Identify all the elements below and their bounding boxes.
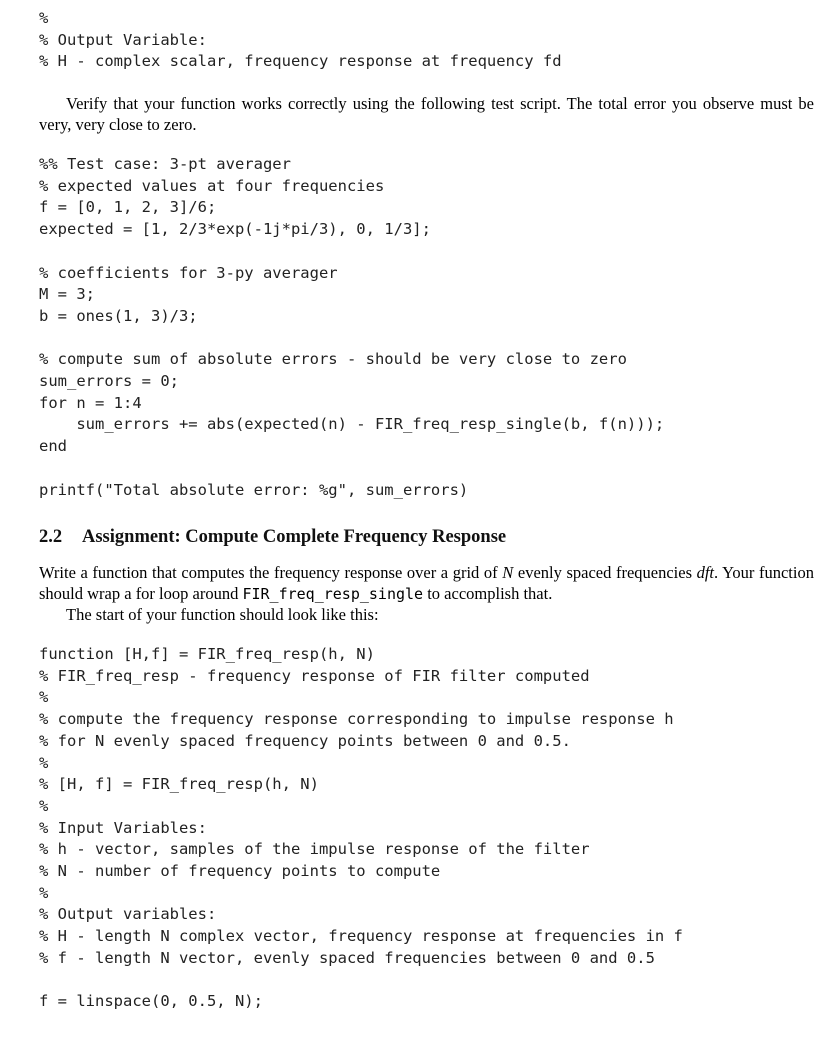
code-line: % [39,883,49,902]
code-line: % [39,796,49,815]
code-line: M = 3; [39,285,95,304]
write-paragraph [39,562,814,605]
code-line: % Output variables: [39,905,217,924]
write-text-3: . Your function should wrap a for loop around [39,563,814,603]
code-line: f = linspace(0, 0.5, N); [39,992,263,1011]
code-line: % for N evenly spaced frequency points between 0 and 0.5. [39,731,571,750]
var-n: N [502,563,514,582]
code-line: end [39,437,67,456]
code-line: % FIR_freq_resp - frequency response of FIR filter computed [39,666,590,685]
code-line: sum_errors += abs(expected(n) - FIR_freq_resp_single(b, f(n))); [39,415,665,434]
code-line [39,458,664,480]
code-line: % Output Variable: [39,30,207,49]
section-title: Assignment: Compute Complete Frequency Response [82,527,507,547]
code-line: % expected values at four frequencies [39,176,385,195]
verify-paragraph: Verify that your function works correctly using the following test script. The total error you observe must be very, very close to zero. [39,94,814,134]
code-line: % H - length N complex vector, frequency response at frequencies in f [39,927,683,946]
code-line: sum_errors = 0; [39,372,179,391]
code-line: % [39,688,49,707]
code-block-function [39,644,683,1013]
code-line [39,970,683,992]
code-line: f = [0, 1, 2, 3]/6; [39,198,217,217]
code-line: % Input Variables: [39,818,207,837]
inline-func-name: FIR_freq_resp_single [242,585,424,603]
code-line [39,328,664,350]
code-line: % [H, f] = FIR_freq_resp(h, N) [39,775,319,794]
code-line: % [39,9,49,27]
code-line [39,241,664,263]
code-line: % N - number of frequency points to compute [39,862,441,881]
code-line: % h - vector, samples of the impulse response of the filter [39,840,590,859]
code-line: % H - complex scalar, frequency response at frequency fd [39,52,562,71]
code-line: % [39,753,49,772]
code-line: printf("Total absolute error: %g", sum_errors) [39,480,469,499]
code-block-top [39,8,562,73]
section-number: 2.2 [39,527,63,547]
code-line: % f - length N vector, evenly spaced frequencies between 0 and 0.5 [39,948,655,967]
code-line: function [H,f] = FIR_freq_resp(h, N) [39,645,375,663]
code-line: b = ones(1, 3)/3; [39,306,198,325]
var-dft: dft [696,563,715,582]
code-block-test-script [39,154,664,501]
write-text-1: Write a function that computes the frequency response over a grid of [39,563,503,582]
code-line: expected = [1, 2/3*exp(-1j*pi/3), 0, 1/3]; [39,220,431,239]
write-text-4: to accomplish that. [423,584,553,603]
code-line: %% Test case: 3-pt averager [39,155,291,173]
code-line: % compute sum of absolute errors - should be very close to zero [39,350,627,369]
code-line: for n = 1:4 [39,393,142,412]
write-text-2: evenly spaced frequencies [513,563,697,582]
code-line: % compute the frequency response corresponding to impulse response h [39,710,674,729]
start-paragraph: The start of your function should look like this: [66,605,379,624]
code-line: % coefficients for 3-py averager [39,263,338,282]
section-heading [39,526,506,548]
